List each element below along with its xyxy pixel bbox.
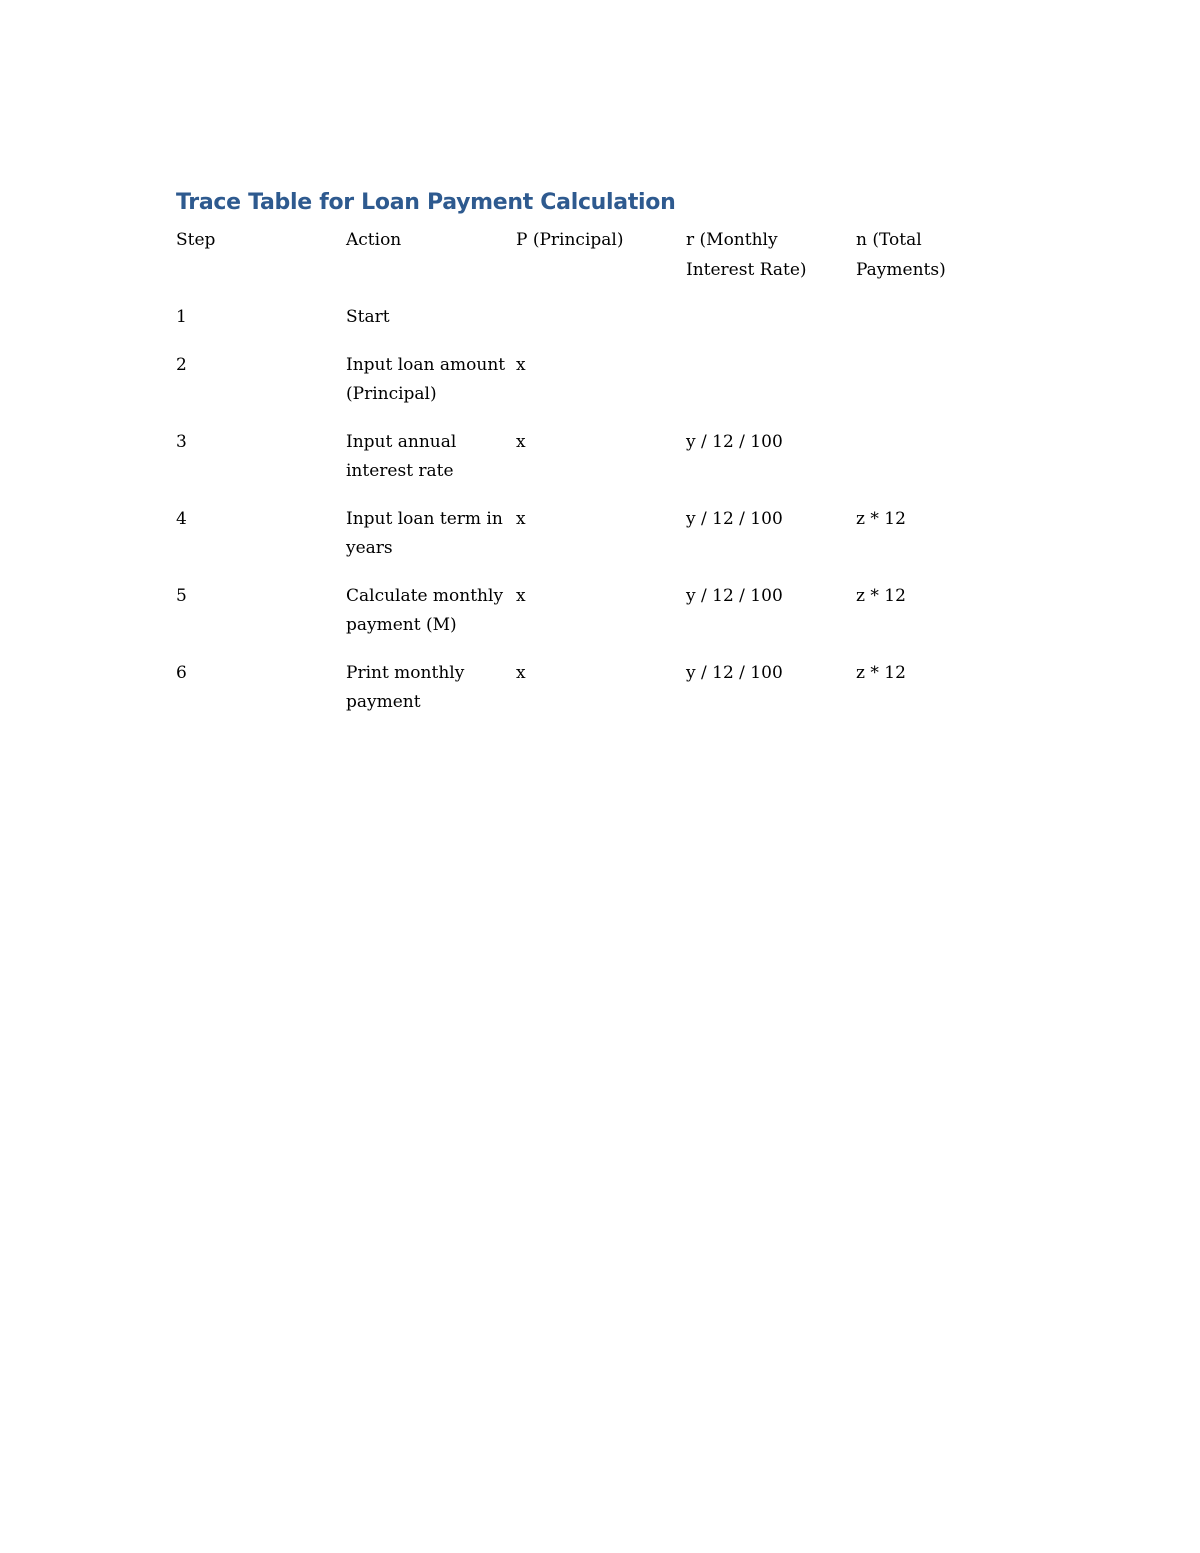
table-cell: x [516,508,526,529]
table-cell: 1 [176,307,187,327]
table-cell: 6 [176,662,187,683]
table-cell: Print monthly payment [346,662,465,712]
table-cell: 4 [176,508,187,529]
table-cell: P (Principal) [516,230,624,250]
table-cell: z * 12 [856,662,906,683]
table-cell: x [516,354,526,375]
table-cell: z * 12 [856,585,906,606]
table-cell: Input loan term in years [346,508,503,558]
table-cell [856,351,1016,428]
table-cell: 5 [176,585,187,606]
table-cell: Action [346,230,402,250]
table-cell [516,303,686,351]
table-row [176,303,1016,351]
table-cell: 3 [176,431,187,452]
table-cell: Input loan amount (Principal) [346,354,506,404]
table-cell [686,351,856,428]
table-cell: Step [176,230,216,250]
table-cell: x [516,662,526,683]
table-row [176,428,1016,505]
table-cell: y / 12 / 100 [686,662,783,683]
table-cell: y / 12 / 100 [686,585,783,606]
document-title: Trace Table for Loan Payment Calculation [176,190,676,215]
table-cell [856,303,1016,351]
table-cell: r (Monthly Interest Rate) [686,230,807,280]
table-cell: Start [346,307,390,327]
table-cell: Input annual interest rate [346,431,457,481]
table-cell [686,303,856,351]
table-cell: n (Total Payments) [856,230,946,280]
table-row [176,582,1016,659]
trace-table [176,226,1016,736]
table-cell: 2 [176,354,187,375]
table-cell: y / 12 / 100 [686,431,783,452]
table-cell: x [516,431,526,452]
table-cell: Calculate monthly payment (M) [346,585,504,635]
table-row [176,351,1016,428]
table-header-row [176,226,1016,303]
table-cell [856,428,1016,505]
table-cell: x [516,585,526,606]
table-row [176,505,1016,582]
table-cell: y / 12 / 100 [686,508,783,529]
table-cell: z * 12 [856,508,906,529]
table-row [176,659,1016,736]
